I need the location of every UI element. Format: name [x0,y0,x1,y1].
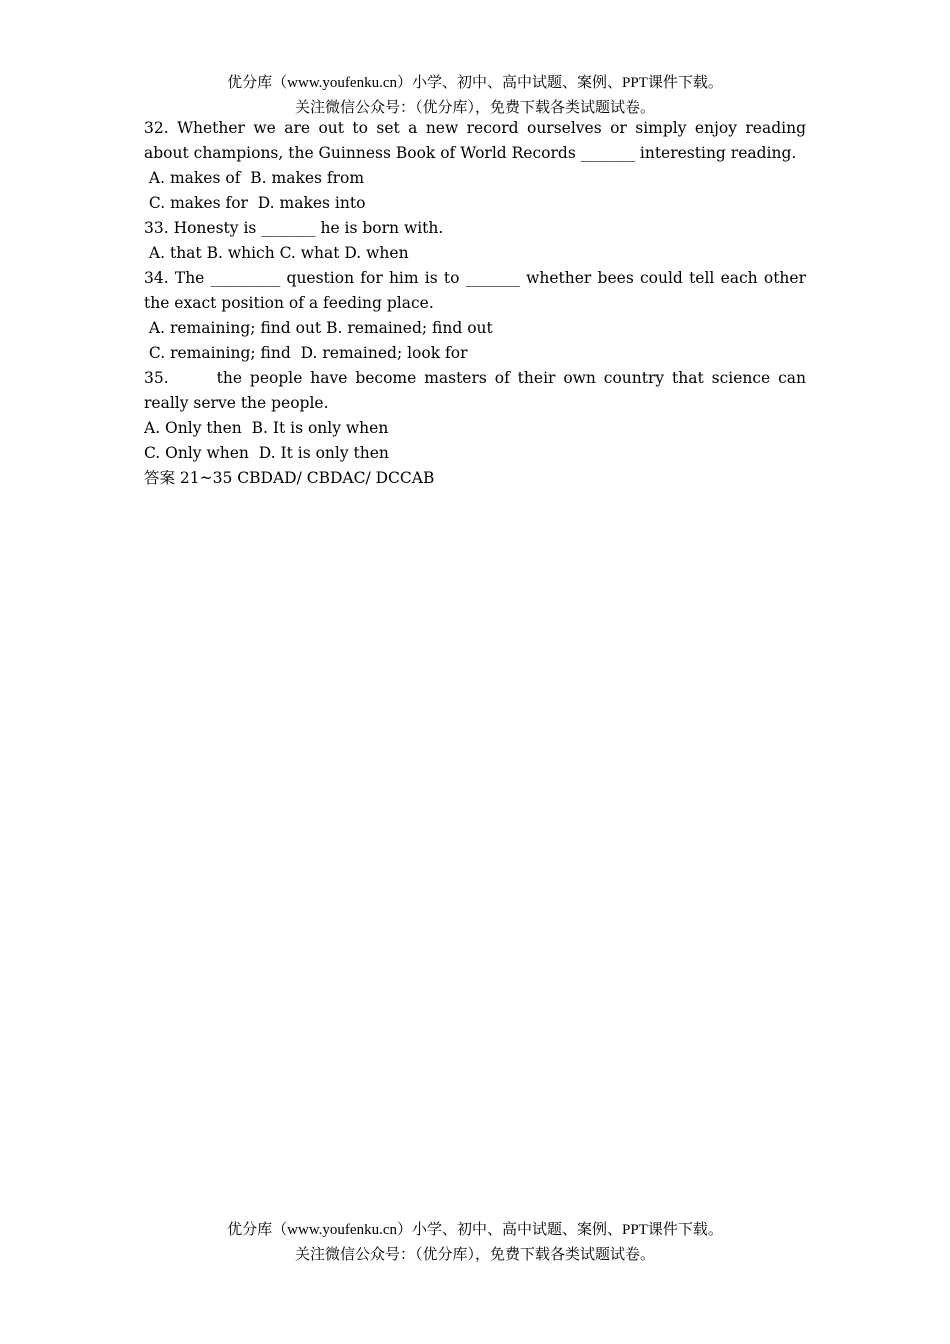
exercise-content [144,116,806,491]
question-35-stem [144,366,806,416]
question-34-stem: 34. The _________ question for him is to _______ whether bees could tell each other the exact position of a feeding place. [144,269,806,312]
question-35-options-cd: C. Only when D. It is only then [144,444,389,462]
answer-key: 答案 21~35 CBDAD/ CBDAC/ DCCAB [144,469,435,487]
question-35-stem-text: the people have become masters of their own country that science can really serve the people. [144,369,806,412]
question-32-stem: 32. Whether we are out to set a new record ourselves or simply enjoy reading about champions, the Guinness Book of World Records _______ interesting reading. [144,119,806,162]
question-33-stem: 33. Honesty is _______ he is born with. [144,219,444,237]
footer-wechat-line: 关注微信公众号：（优分库），免费下载各类试题试卷。 [294,1247,655,1263]
question-34-options-ab: A. remaining; find out B. remained; find out [144,319,493,337]
question-33-options: A. that B. which C. what D. when [144,244,409,262]
question-35-number: 35. [144,369,169,387]
header-site-line: 优分库（www.youfenku.cn）小学、初中、高中试题、案例、PPT课件下载。 [227,75,723,91]
question-32-options-cd: C. makes for D. makes into [144,194,366,212]
page-header [0,71,950,121]
header-wechat-line: 关注微信公众号：（优分库），免费下载各类试题试卷。 [294,100,655,116]
question-34-options-cd: C. remaining; find D. remained; look for [144,344,468,362]
question-32-options-ab: A. makes of B. makes from [144,169,365,187]
question-35-options-ab: A. Only then B. It is only when [144,419,389,437]
footer-site-line: 优分库（www.youfenku.cn）小学、初中、高中试题、案例、PPT课件下载。 [227,1222,723,1238]
page-footer [0,1218,950,1268]
